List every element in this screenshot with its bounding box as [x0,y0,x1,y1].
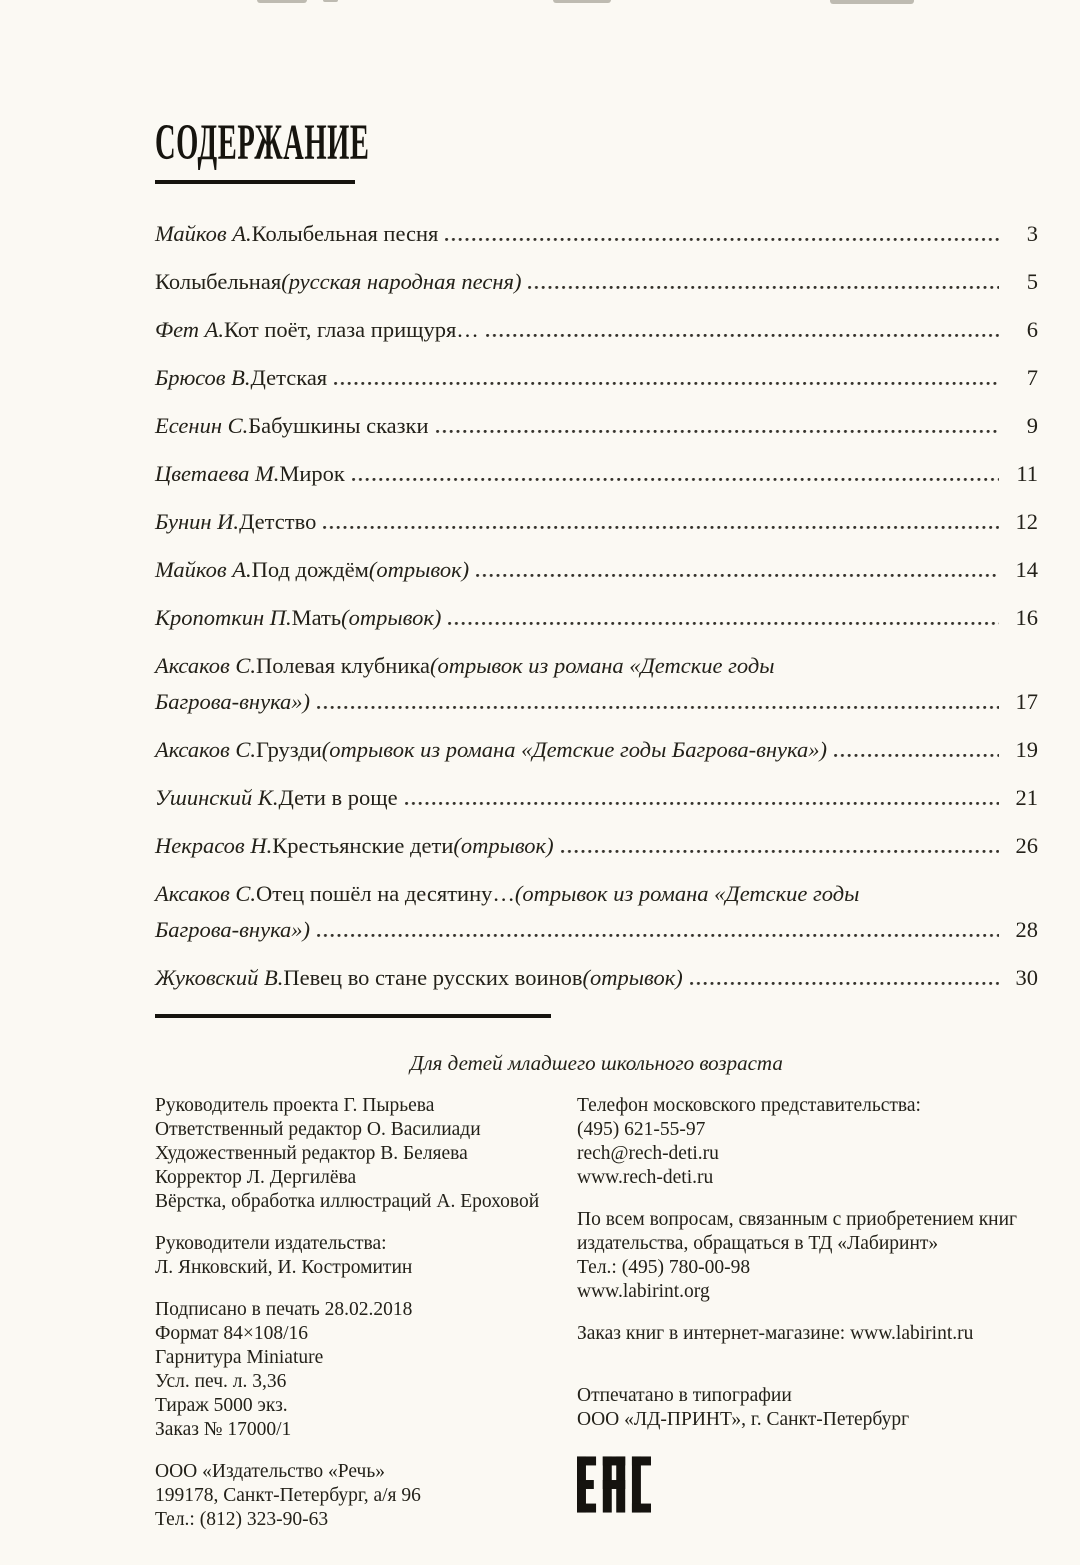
colophon-line: (495) 621-55-97 [577,1118,706,1140]
toc-entry-text: Жуковский В. [155,965,284,990]
colophon-right-block [577,1384,1038,1432]
toc-page-number: 21 [1015,785,1038,810]
colophon-line: Художественный редактор В. Беляева [155,1142,468,1164]
colophon-line: Тел.: (812) 323-90-63 [155,1508,329,1530]
colophon-line: Телефон московского представительства: [577,1094,921,1116]
toc-entry-text: Майков А. [155,221,252,246]
toc-row [155,414,1038,438]
toc-entry-text: (отрывок) [341,605,442,630]
colophon-left-block [155,1298,577,1442]
toc-entry-text: Детская [250,365,328,390]
toc-entry-text: Ушинский К. [155,785,279,810]
toc-dot-leader [405,802,999,805]
toc-dot-leader [445,238,999,241]
colophon-line: Руководители издательства: [155,1232,387,1254]
colophon-left-block [155,1232,577,1280]
toc-page-number: 7 [1026,365,1038,390]
colophon-line: По всем вопросам, связанным с приобретением книг [577,1208,1018,1230]
toc-page-number: 19 [1015,737,1038,762]
colophon-line: Ответственный редактор О. Василиади [155,1118,481,1140]
colophon-right-block [577,1094,1038,1190]
toc-row [155,606,1038,630]
toc-dot-leader [317,706,999,709]
toc-dot-leader [448,622,999,625]
toc-row [155,786,1038,810]
eac-mark [577,1456,1038,1513]
toc-entry-text: Кропоткин П. [155,605,292,630]
colophon-line: Отпечатано в типографии [577,1384,792,1406]
colophon-left-block [155,1460,577,1532]
page-content [155,0,1038,1550]
toc-entry-text: (отрывок) [582,965,683,990]
toc-entry-text: Бунин И. [155,509,240,534]
colophon-line: Подписано в печать 28.02.2018 [155,1298,413,1320]
toc-entry-text: Дети в роще [278,785,398,810]
colophon [155,1094,1038,1550]
toc-row [155,270,1038,294]
toc-dot-leader [352,478,999,481]
toc-dot-leader [317,934,999,937]
colophon-right-block [577,1322,1038,1346]
toc-page-number: 5 [1026,269,1038,294]
audience-note: Для детей младшего школьного возраста [410,1050,783,1075]
toc-entry-text: Грузди [256,737,322,762]
toc-entry-text: Полевая клубника [256,653,430,678]
toc-entry-text: Багрова-внука») [155,689,311,714]
colophon-left-blocks [155,1094,577,1532]
toc-row [155,918,1038,942]
toc-list [155,222,1038,990]
toc-entry-text: Брюсов В. [155,365,251,390]
toc-dot-leader [323,526,999,529]
toc-entry-text: Аксаков С. [155,881,257,906]
toc-dot-leader [528,286,999,289]
toc-row [155,690,1038,714]
toc-entry-text: Детство [239,509,317,534]
toc-row [155,654,1038,678]
toc-entry-text: (отрывок из романа «Детские годы [514,881,860,906]
colophon-line: Усл. печ. л. 3,36 [155,1370,287,1392]
toc-row [155,222,1038,246]
toc-dot-leader [834,754,999,757]
colophon-line: Руководитель проекта Г. Пырьева [155,1094,435,1116]
toc-page-number: 16 [1015,605,1038,630]
toc-entry-text: Колыбельная [155,269,282,294]
toc-dot-leader [334,382,999,385]
toc-entry-text: Багрова-внука») [155,917,311,942]
toc-entry-text: Бабушкины сказки [248,413,429,438]
toc-entry-text: Кот поёт, глаза прищуря… [224,317,479,342]
colophon-line: rech@rech-deti.ru [577,1142,719,1164]
toc-row [155,318,1038,342]
toc-row [155,834,1038,858]
toc-entry-text: (отрывок из романа «Детские годы [429,653,775,678]
toc-entry-text: Крестьянские дети [272,833,454,858]
colophon-left-block [155,1094,577,1214]
toc-page-number: 12 [1015,509,1038,534]
toc-entry-text: (отрывок) [368,557,470,582]
toc-page-number: 30 [1015,965,1038,990]
toc-entry-text: Мать [291,605,342,630]
toc-page-number: 3 [1026,221,1038,246]
toc-entry-text: Майков А. [155,557,252,582]
toc-dot-leader [561,850,999,853]
toc-entry-text: Колыбельная песня [251,221,439,246]
colophon-line: Формат 84×108/16 [155,1322,309,1344]
toc-row [155,366,1038,390]
toc-entry-text: Аксаков С. [155,737,257,762]
toc-row [155,966,1038,990]
toc-row [155,882,1038,906]
colophon-line: Вёрстка, обработка иллюстраций А. Ероховой [155,1190,540,1212]
toc-entry-text: (отрывок из романа «Детские годы Багрова-внука») [321,737,827,762]
colophon-line: www.labirint.org [577,1280,710,1302]
toc-entry-text: Под дождём [251,557,369,582]
toc-dot-leader [486,334,999,337]
toc-row [155,738,1038,762]
toc-divider [155,1014,551,1018]
toc-entry-text: (отрывок) [453,833,554,858]
toc-dot-leader [436,430,999,433]
contents-title: СОДЕРЖАНИЕ [155,115,370,171]
colophon-line: Л. Янковский, И. Костромитин [155,1256,413,1278]
colophon-right-blocks [577,1094,1038,1432]
colophon-right-column [577,1094,1038,1550]
title-underline [155,180,355,184]
colophon-line: Гарнитура Miniature [155,1346,324,1368]
toc-page-number: 26 [1015,833,1038,858]
colophon-left-column [155,1094,577,1550]
colophon-line: 199178, Санкт-Петербург, а/я 96 [155,1484,421,1506]
toc-entry-text: Певец во стане русских воинов [283,965,583,990]
toc-page-number: 28 [1015,917,1038,942]
eac-logo [577,1456,651,1513]
colophon-right-block [577,1208,1038,1304]
toc-page-number: 14 [1015,557,1038,582]
toc-page-number: 11 [1016,461,1038,486]
toc-page-number: 9 [1026,413,1038,438]
colophon-line: Заказ № 17000/1 [155,1418,292,1440]
colophon-line: Тираж 5000 экз. [155,1394,288,1416]
toc-entry-text: Некрасов Н. [155,833,273,858]
colophon-line: Корректор Л. Дергилёва [155,1166,357,1188]
toc-entry-text: Аксаков С. [155,653,257,678]
toc-entry-text: Мирок [279,461,345,486]
toc-page-number: 6 [1026,317,1038,342]
toc-entry-text: (русская народная песня) [281,269,522,294]
toc-row [155,462,1038,486]
toc-entry-text: Фет А. [155,317,225,342]
toc-row [155,510,1038,534]
colophon-line: ООО «Издательство «Речь» [155,1460,386,1482]
colophon-line: www.rech-deti.ru [577,1166,714,1188]
toc-dot-leader [690,982,999,985]
toc-dot-leader [476,574,999,577]
toc-row [155,558,1038,582]
colophon-line: Тел.: (495) 780-00-98 [577,1256,751,1278]
toc-entry-text: Отец пошёл на десятину… [256,881,515,906]
colophon-line: ООО «ЛД-ПРИНТ», г. Санкт-Петербург [577,1408,910,1430]
colophon-line: издательства, обращаться в ТД «Лабиринт» [577,1232,939,1254]
colophon-line: Заказ книг в интернет-магазине: www.labirint.ru [577,1322,974,1344]
toc-page-number: 17 [1015,689,1038,714]
toc-entry-text: Есенин С. [155,413,249,438]
toc-entry-text: Цветаева М. [155,461,280,486]
